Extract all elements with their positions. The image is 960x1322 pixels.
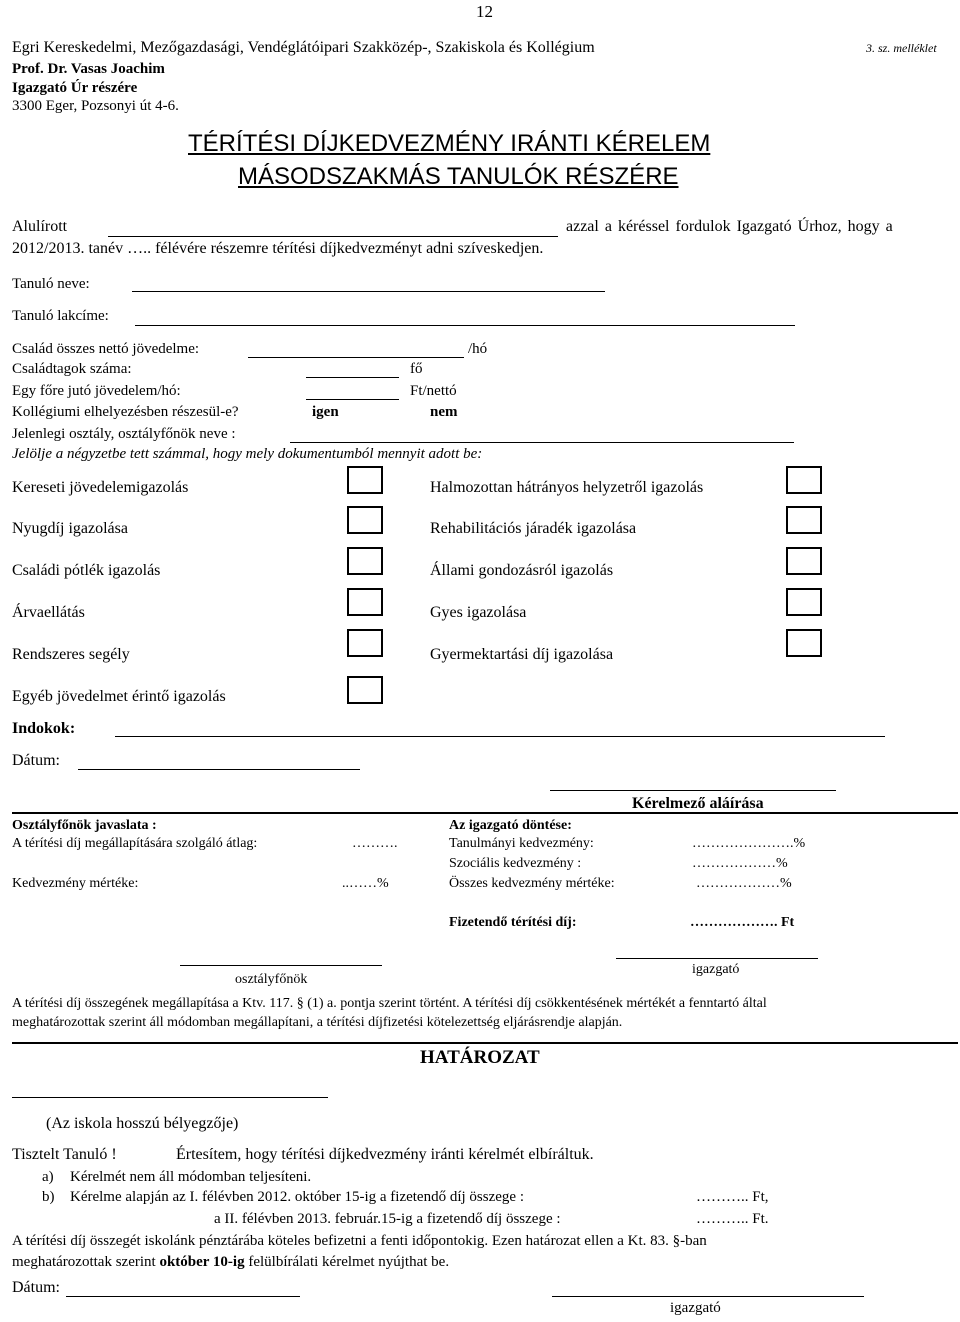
family-income-label: Család összes nettó jövedelme: [12,341,200,357]
family-income-line[interactable] [248,357,464,358]
doc-left-2-checkbox[interactable] [347,506,383,534]
payable-fee-value[interactable]: ………………. Ft [690,915,795,930]
teacher-discount-label: Kedvezmény mértéke: [12,876,139,891]
class-teacher-label: Jelenlegi osztály, osztályfőnök neve : [12,426,236,442]
social-discount-label: Szociális kedvezmény : [449,856,582,871]
no-option[interactable]: nem [430,404,458,420]
applicant-signature-line[interactable] [550,790,836,791]
instruction-text: Jelölje a négyzetbe tett számmal, hogy mely dokumentumból mennyit adott be: [12,446,483,462]
stamp-line [12,1097,328,1098]
option-b-label: b) [42,1189,55,1205]
doc-right-4-checkbox[interactable] [786,588,822,616]
closing-line2-pre: meghatározottak szerint [12,1254,156,1270]
teacher-signature-line[interactable] [180,965,382,966]
class-teacher-line[interactable] [290,442,794,443]
student-address-line[interactable] [135,325,795,326]
decision-date-line[interactable] [66,1296,300,1297]
doc-left-1: Kereseti jövedelemigazolás [12,479,189,496]
persons-unit: fő [410,361,423,377]
form-title-line1: TÉRÍTÉSI DÍJKEDVEZMÉNY IRÁNTI KÉRELEM [188,130,711,157]
doc-left-5: Rendszeres segély [12,646,130,663]
academic-discount-label: Tanulmányi kedvezmény: [449,836,594,851]
teacher-heading: Osztályfőnök javaslata : [12,818,157,833]
doc-left-6-checkbox[interactable] [347,676,383,704]
request-text: azzal a kéréssel fordulok Igazgató Úrhoz, hogy a [566,218,893,235]
doc-left-4: Árvaellátás [12,604,85,621]
per-month-unit: /hó [468,341,488,357]
doc-left-4-checkbox[interactable] [347,588,383,616]
doc-right-2: Rehabilitációs járadék igazolása [430,520,637,537]
date-label: Dátum: [12,752,60,769]
undersigned-label: Alulírott [12,218,68,235]
doc-right-2-checkbox[interactable] [786,506,822,534]
doc-left-6: Egyéb jövedelmet érintő igazolás [12,688,226,705]
student-name-line[interactable] [132,291,605,292]
total-discount-value[interactable]: ………………% [696,876,792,891]
page-number: 12 [476,2,493,21]
doc-right-5: Gyermektartási díj igazolása [430,646,614,663]
closing-deadline: október 10-ig [159,1254,245,1270]
closing-line2 [12,1254,449,1271]
doc-right-5-checkbox[interactable] [786,629,822,657]
teacher-signature-label: osztályfőnök [235,972,308,987]
form-title-line2: MÁSODSZAKMÁS TANULÓK RÉSZÉRE [238,163,679,190]
director-signature-line[interactable] [616,958,818,959]
closing-line2-post: felülbírálati kérelmet nyújthat be. [248,1254,450,1270]
undersigned-line[interactable] [108,236,558,237]
option-a-text: Kérelmét nem áll módomban teljesíteni. [70,1169,312,1185]
addressee-title: Igazgató Úr részére [12,80,138,96]
social-discount-value[interactable]: ………………% [692,856,788,871]
family-members-label: Családtagok száma: [12,361,132,377]
annex-label: 3. sz. melléklet [866,41,937,55]
address: 3300 Eger, Pozsonyi út 4-6. [12,98,179,114]
academic-discount-value[interactable]: ………………….% [692,836,806,851]
institution-name: Egri Kereskedelmi, Mezőgazdasági, Vendéglátóipari Szakközép-, Szakiskola és Kollégium [12,39,595,56]
doc-right-1-checkbox[interactable] [786,466,822,494]
per-capita-label: Egy főre jutó jövedelem/hó: [12,383,181,399]
doc-left-5-checkbox[interactable] [347,629,383,657]
section-divider [12,812,958,814]
teacher-average-value[interactable]: ………. [352,836,398,851]
stamp-label: (Az iskola hosszú bélyegzője) [46,1115,239,1132]
decision-divider [12,1042,958,1044]
payable-fee-label: Fizetendő térítési díj: [449,915,577,930]
dorm-question: Kollégiumi elhelyezésben részesül-e? [12,404,239,420]
yes-option[interactable]: igen [312,404,339,420]
director-heading: Az igazgató döntése: [449,818,572,833]
doc-right-3: Állami gondozásról igazolás [430,562,614,579]
greeting: Tisztelt Tanuló ! [12,1146,117,1163]
director-signature-label: igazgató [692,962,740,977]
doc-left-2: Nyugdíj igazolása [12,520,128,537]
family-members-line[interactable] [306,377,399,378]
decision-signature-line[interactable] [552,1296,864,1297]
closing-line1: A térítési díj összegét iskolánk pénztárába köteles befizetni a fenti időpontokig. Ezen határozat ellen a Kt. 83. §-ban [12,1233,707,1249]
net-unit: Ft/nettó [410,383,457,399]
student-name-label: Tanuló neve: [12,276,90,292]
option-b-text: Kérelme alapján az I. félévben 2012. október 15-ig a fizetendő díj összege : [70,1189,524,1205]
decision-director-label: igazgató [670,1300,721,1316]
teacher-average-label: A térítési díj megállapítására szolgáló átlag: [12,836,258,851]
doc-left-3-checkbox[interactable] [347,547,383,575]
intro-line2: 2012/2013. tanév ….. félévére részemre térítési díjkedvezményt adni szíveskedjen. [12,240,544,257]
applicant-signature-label: Kérelmező aláírása [632,795,764,812]
total-discount-label: Összes kedvezmény mértéke: [449,876,615,891]
doc-left-3: Családi pótlék igazolás [12,562,161,579]
option-b-amount[interactable]: ……….. Ft, [696,1189,769,1205]
legal-note-line1: A térítési díj összegének megállapítása a Ktv. 117. § (1) a. pontja szerint történt. A térítési díj csökkentésének mértékét a fenntartó által [12,996,767,1011]
option-b2-amount[interactable]: ……….. Ft. [696,1211,769,1227]
option-a-label: a) [42,1169,54,1185]
addressee-name: Prof. Dr. Vasas Joachim [12,61,165,77]
doc-right-1: Halmozottan hátrányos helyzetről igazolás [430,479,704,496]
per-capita-line[interactable] [306,399,399,400]
doc-right-3-checkbox[interactable] [786,547,822,575]
student-address-label: Tanuló lakcíme: [12,308,109,324]
inform-text: Értesítem, hogy térítési díjkedvezmény iránti kérelmét elbíráltuk. [176,1146,594,1163]
decision-heading: HATÁROZAT [420,1047,540,1068]
doc-right-4: Gyes igazolása [430,604,527,621]
decision-date-label: Dátum: [12,1279,60,1296]
reasons-line[interactable] [115,736,885,737]
doc-left-1-checkbox[interactable] [347,466,383,494]
legal-note-line2: meghatározottak szerint áll módomban megállapítani, a térítési díjfizetési kötelezettség eljárásrendje alapján. [12,1015,623,1030]
teacher-discount-value[interactable]: ..……% [342,876,389,891]
date-line[interactable] [78,769,360,770]
option-b2-text: a II. félévben 2013. február.15-ig a fizetendő díj összege : [214,1211,561,1227]
reasons-label: Indokok: [12,720,76,737]
